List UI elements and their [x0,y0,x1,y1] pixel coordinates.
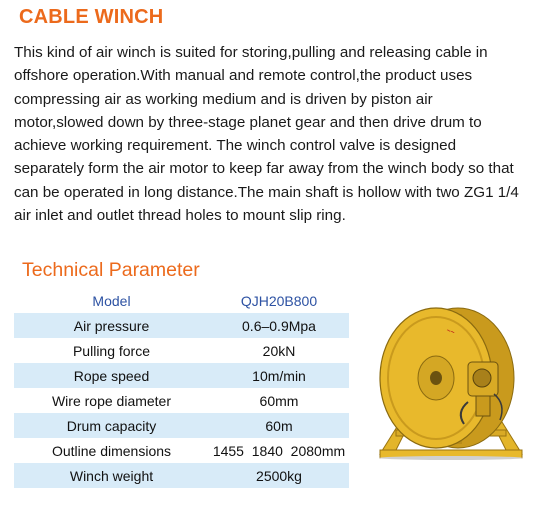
table-row [14,338,349,363]
param-value: 60m [209,413,349,438]
product-description: This kind of air winch is suited for storing,pulling and releasing cable in offshore operation.With manual and remote control,the product uses compressing air as working medium and is driven by piston air motor,slowed down by three-stage planet gear and then drive drum to achieve working requirement. The winch control valve is designed separately form the air motor to keep far away from the winch body so that can be operated in long distance.The main shaft is hollow with two ZG1 1/4 air inlet and outlet thread holes to mount slip ring. [14,44,519,225]
param-name: Pulling force [72,342,151,359]
param-name: Drum capacity [14,413,209,438]
table-row [14,388,349,413]
param-value: 1455 1840 2080mm [212,442,346,459]
param-value: 2500kg [209,463,349,488]
param-value: 20kN [262,342,296,359]
param-name: Winch weight [14,463,209,488]
param-value: 60mm [259,392,299,409]
table-row [14,313,349,338]
param-name: Rope speed [14,363,209,388]
param-name: Outline dimensions [51,442,172,459]
table-row [14,413,349,438]
section-title: Technical Parameter [22,259,200,281]
table-row [14,438,349,463]
winch-image [376,304,526,460]
param-name: Wire rope diameter [51,392,172,409]
svg-text:~~: ~~ [445,327,456,337]
table-row [14,463,349,488]
table-row [14,363,349,388]
param-value: 10m/min [209,363,349,388]
param-name: Air pressure [14,313,209,338]
param-value: 0.6–0.9Mpa [209,313,349,338]
header-name-cell: Model [92,292,131,309]
page-title: CABLE WINCH [19,6,164,28]
header-value-cell: QJH20B800 [240,292,318,309]
table-header-row [14,288,349,313]
parameter-table [14,288,349,488]
